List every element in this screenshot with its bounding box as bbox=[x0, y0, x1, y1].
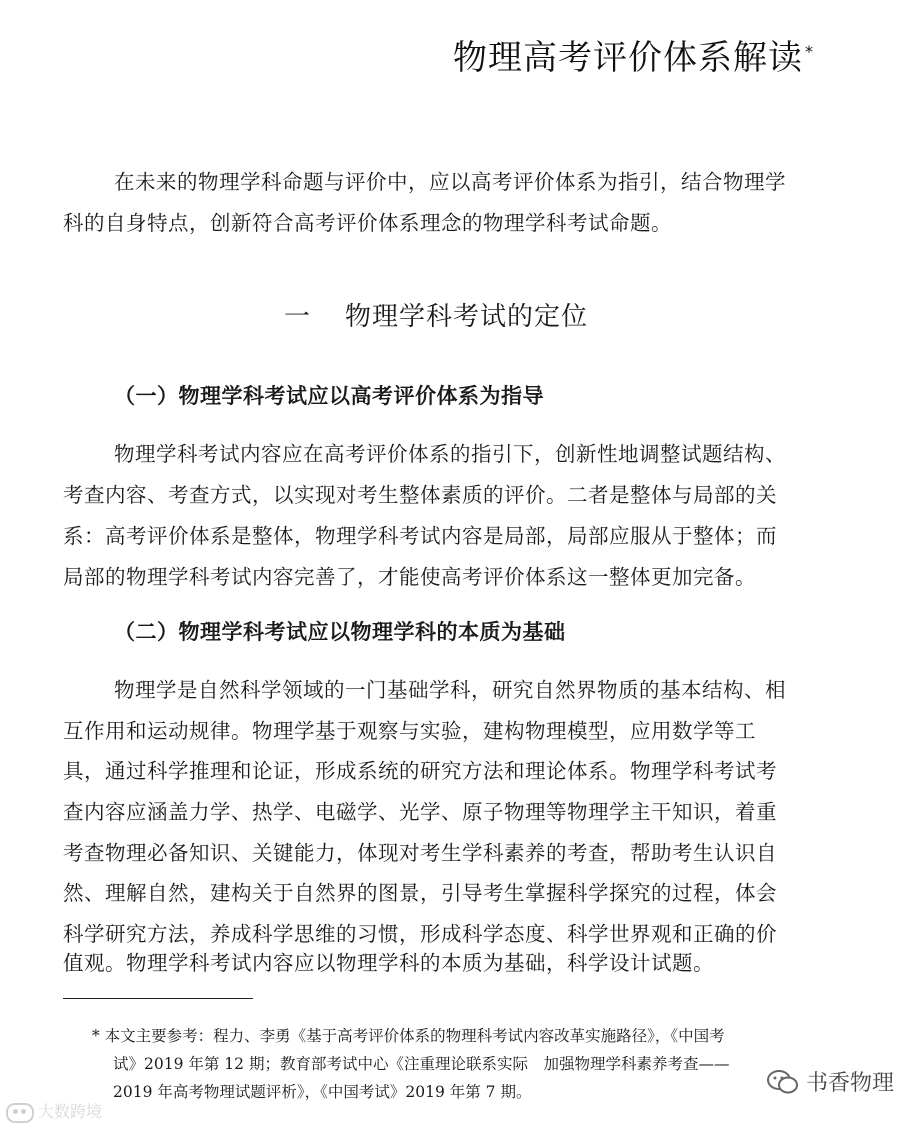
footnote-rule bbox=[63, 998, 253, 999]
chat-bubble-icon bbox=[6, 1103, 34, 1123]
section-title: 物理学科考试的定位 bbox=[345, 302, 589, 332]
page-title bbox=[453, 30, 814, 79]
section-heading bbox=[284, 296, 588, 333]
sub2-line-6: 然、理解自然，建构关于自然界的图景，引导考生掌握科学探究的过程，体会 bbox=[63, 881, 777, 905]
footnote-line-3: 2019 年高考物理试题评析》，《中国考试》2019 年第 7 期。 bbox=[113, 1083, 532, 1101]
sub2-line-4: 查内容应涵盖力学、热学、电磁学、光学、原子物理等物理学主干知识，着重 bbox=[63, 800, 777, 824]
footnote-marker: * bbox=[805, 41, 814, 61]
sub1-line-3: 系：高考评价体系是整体，物理学科考试内容是局部，局部应服从于整体；而 bbox=[63, 524, 777, 548]
footnote-line-1: * 本文主要参考：程力、李勇《基于高考评价体系的物理科考试内容改革实施路径》，《中国考 bbox=[92, 1027, 725, 1045]
footnote-line-2: 试》2019 年第 12 期；教育部考试中心《注重理论联系实际 加强物理学科素养考查—— bbox=[113, 1055, 730, 1073]
intro-line-2: 科的自身特点，创新符合高考评价体系理念的物理学科考试命题。 bbox=[63, 211, 672, 235]
sub2-line-1: 物理学是自然科学领域的一门基础学科，研究自然界物质的基本结构、相 bbox=[114, 678, 786, 702]
watermark-right-text: 书香物理 bbox=[805, 1071, 894, 1096]
sub2-line-5: 考查物理必备知识、关键能力，体现对考生学科素养的考查，帮助考生认识自 bbox=[63, 841, 777, 865]
sub2-line-8: 值观。物理学科考试内容应以物理学科的本质为基础，科学设计试题。 bbox=[63, 951, 714, 975]
title-text: 物理高考评价体系解读 bbox=[453, 38, 803, 78]
sub1-line-4: 局部的物理学科考试内容完善了，才能使高考评价体系这一整体更加完备。 bbox=[63, 565, 756, 589]
intro-line-1: 在未来的物理学科命题与评价中，应以高考评价体系为指引，结合物理学 bbox=[114, 170, 786, 194]
sub2-line-3: 具，通过科学推理和论证，形成系统的研究方法和理论体系。物理学科考试考 bbox=[63, 759, 777, 783]
watermark-left bbox=[6, 1099, 102, 1123]
sub1-line-1: 物理学科考试内容应在高考评价体系的指引下，创新性地调整试题结构、 bbox=[114, 442, 786, 466]
wechat-icon bbox=[766, 1068, 800, 1096]
sub2-line-2: 互作用和运动规律。物理学基于观察与实验，建构物理模型，应用数学等工 bbox=[63, 719, 756, 743]
sub2-line-7: 科学研究方法，养成科学思维的习惯，形成科学态度、科学世界观和正确的价 bbox=[63, 922, 777, 946]
section-number: 一 bbox=[284, 302, 312, 332]
subsection-heading-2: （二）物理学科考试应以物理学科的本质为基础 bbox=[114, 620, 566, 644]
watermark-left-text: 大数跨境 bbox=[38, 1102, 103, 1121]
subsection-heading-1: （一）物理学科考试应以高考评价体系为指导 bbox=[114, 384, 544, 408]
sub1-line-2: 考查内容、考查方式，以实现对考生整体素质的评价。二者是整体与局部的关 bbox=[63, 483, 777, 507]
watermark-right bbox=[766, 1066, 894, 1097]
